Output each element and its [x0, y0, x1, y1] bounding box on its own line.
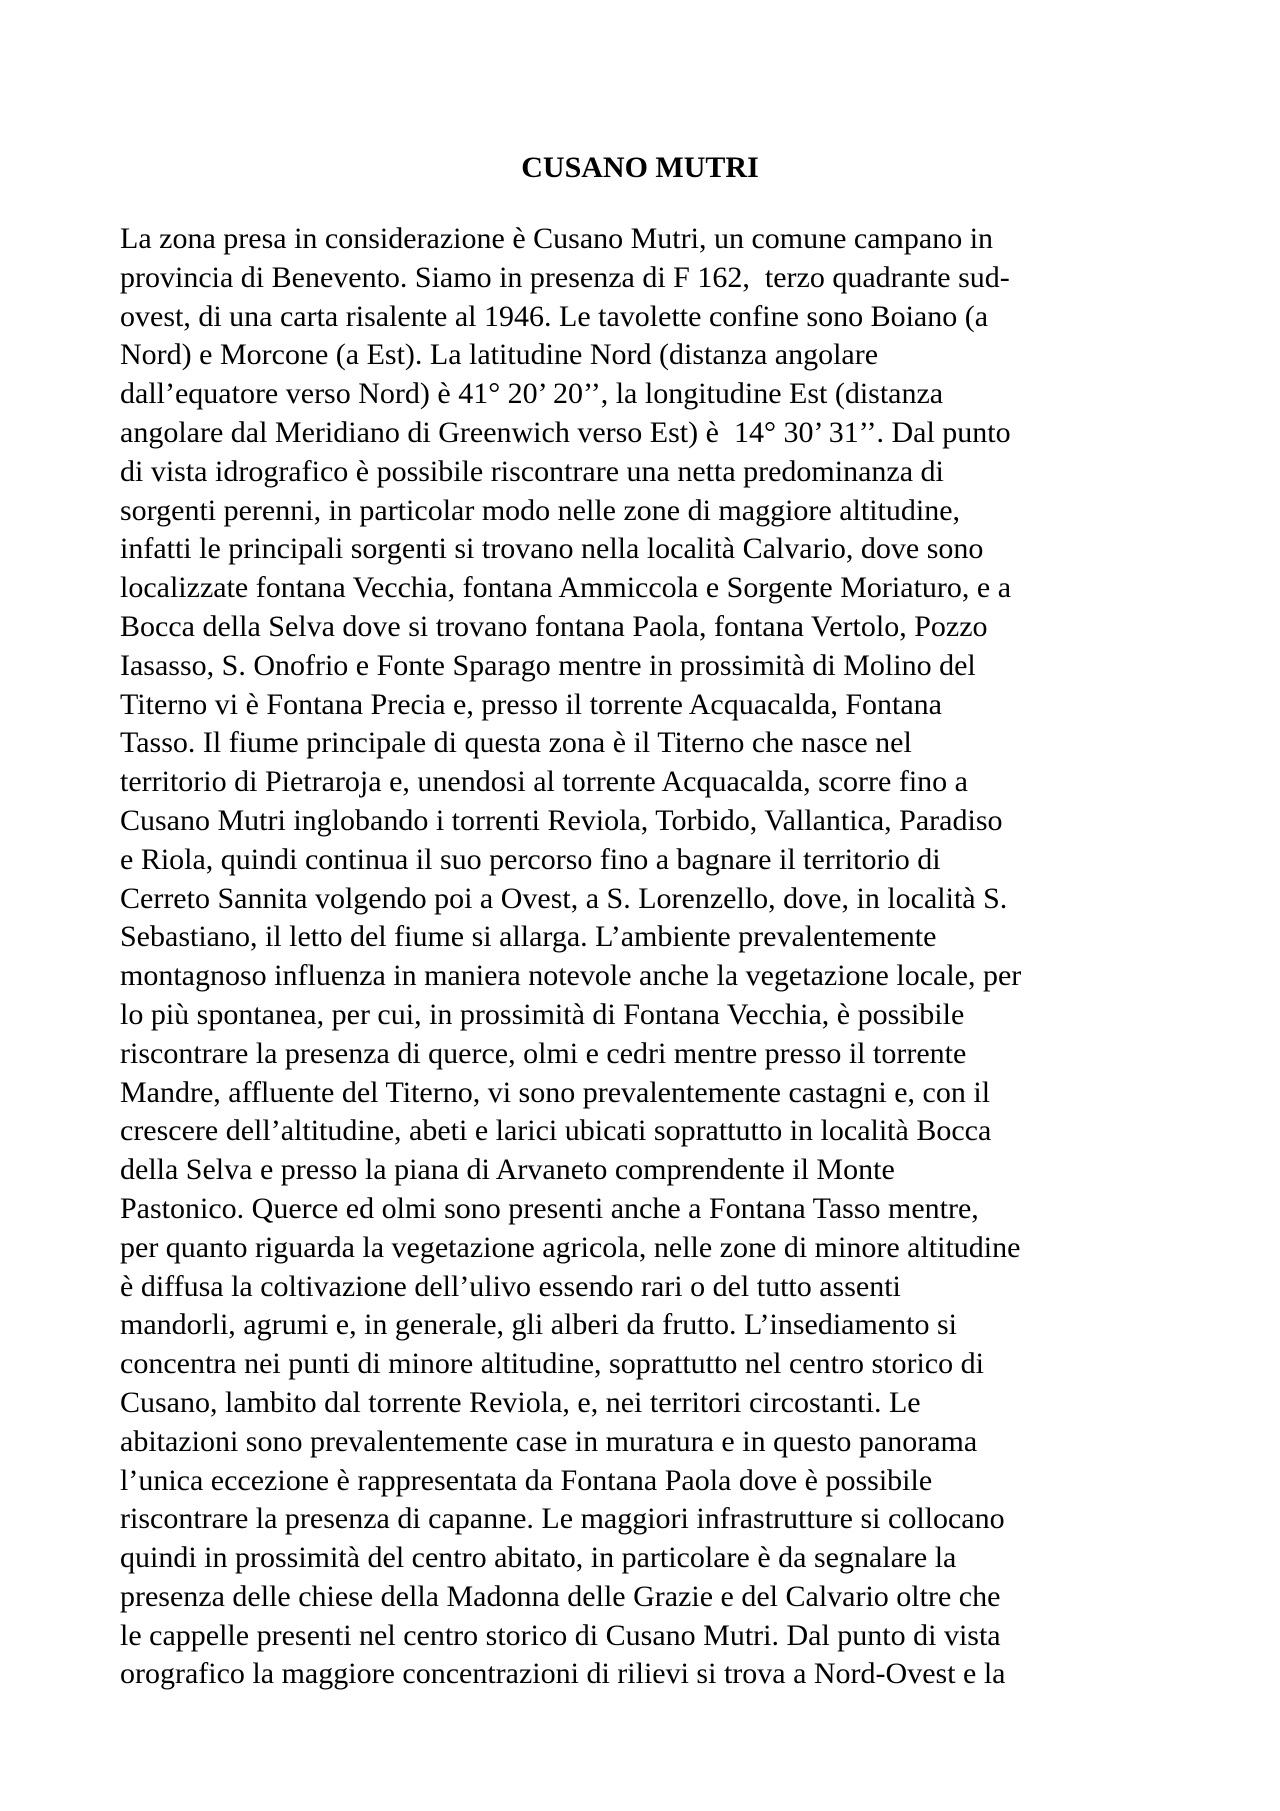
body-line: abitazioni sono prevalentemente case in muratura e in questo panorama — [120, 1424, 978, 1458]
body-line: Tasso. Il fiume principale di questa zona è il Titerno che nasce nel — [120, 726, 912, 760]
body-line: per quanto riguarda la vegetazione agricola, nelle zone di minore altitudine — [120, 1230, 1021, 1264]
body-line: Mandre, affluente del Titerno, vi sono prevalentemente castagni e, con il — [120, 1075, 991, 1109]
body-line: concentra nei punti di minore altitudine, soprattutto nel centro storico di — [120, 1347, 984, 1381]
body-line: crescere dell’altitudine, abeti e larici ubicati soprattutto in località Bocca — [120, 1114, 992, 1148]
body-line: di vista idrografico è possibile riscontrare una netta predominanza di — [120, 454, 944, 488]
body-line: l’unica eccezione è rappresentata da Fontana Paola dove è possibile — [120, 1463, 933, 1497]
body-line: presenza delle chiese della Madonna delle Grazie e del Calvario oltre che — [120, 1579, 1001, 1613]
body-line: territorio di Pietraroja e, unendosi al torrente Acquacalda, scorre fino a — [120, 765, 968, 799]
body-line: riscontrare la presenza di querce, olmi e cedri mentre presso il torrente — [120, 1036, 967, 1070]
body-line: Titerno vi è Fontana Precia e, presso il torrente Acquacalda, Fontana — [120, 687, 942, 721]
body-line: dall’equatore verso Nord) è 41° 20’ 20’’, la longitudine Est (distanza — [120, 377, 944, 411]
body-line: lo più spontanea, per cui, in prossimità di Fontana Vecchia, è possibile — [120, 997, 965, 1031]
document-body — [120, 220, 1180, 1694]
body-line: Pastonico. Querce ed olmi sono presenti anche a Fontana Tasso mentre, — [120, 1191, 979, 1225]
body-line: riscontrare la presenza di capanne. Le maggiori infrastrutture si collocano — [120, 1502, 1005, 1536]
body-line: Cusano Mutri inglobando i torrenti Reviola, Torbido, Vallantica, Paradiso — [120, 803, 1003, 837]
body-line: sorgenti perenni, in particolar modo nelle zone di maggiore altitudine, — [120, 493, 961, 527]
body-line: Cusano, lambito dal torrente Reviola, e, nei territori circostanti. Le — [120, 1385, 921, 1419]
body-line: quindi in prossimità del centro abitato, in particolare è da segnalare la — [120, 1541, 957, 1575]
body-line: mandorli, agrumi e, in generale, gli alberi da frutto. L’insediamento si — [120, 1308, 957, 1342]
body-line: provincia di Benevento. Siamo in presenza di F 162, terzo quadrante sud- — [120, 260, 1010, 294]
body-line: ovest, di una carta risalente al 1946. Le tavolette confine sono Boiano (a — [120, 299, 989, 333]
body-line: Nord) e Morcone (a Est). La latitudine Nord (distanza angolare — [120, 338, 879, 372]
body-line: Cerreto Sannita volgendo poi a Ovest, a S. Lorenzello, dove, in località S. — [120, 881, 1008, 915]
body-line: della Selva e presso la piana di Arvaneto comprendente il Monte — [120, 1153, 895, 1187]
body-line: La zona presa in considerazione è Cusano Mutri, un comune campano in — [120, 222, 994, 255]
body-line: Bocca della Selva dove si trovano fontana Paola, fontana Vertolo, Pozzo — [120, 609, 988, 643]
body-line: e Riola, quindi continua il suo percorso fino a bagnare il territorio di — [120, 842, 941, 876]
body-line: le cappelle presenti nel centro storico di Cusano Mutri. Dal punto di vista — [120, 1618, 1001, 1652]
body-line: è diffusa la coltivazione dell’ulivo essendo rari o del tutto assenti — [120, 1269, 901, 1303]
body-line: montagnoso influenza in maniera notevole anche la vegetazione locale, per — [120, 959, 1022, 993]
body-line: Sebastiano, il letto del fiume si allarga. L’ambiente prevalentemente — [120, 920, 937, 954]
body-line: orografico la maggiore concentrazioni di rilievi si trova a Nord-Ovest e la — [120, 1657, 1006, 1691]
body-line: localizzate fontana Vecchia, fontana Ammiccola e Sorgente Moriaturo, e a — [120, 571, 1012, 605]
document-title: CUSANO MUTRI — [521, 151, 759, 184]
body-line: Iasasso, S. Onofrio e Fonte Sparago mentre in prossimità di Molino del — [120, 648, 976, 682]
body-line: infatti le principali sorgenti si trovano nella località Calvario, dove sono — [120, 532, 984, 566]
body-line: angolare dal Meridiano di Greenwich verso Est) è 14° 30’ 31’’. Dal punto — [120, 415, 1011, 449]
